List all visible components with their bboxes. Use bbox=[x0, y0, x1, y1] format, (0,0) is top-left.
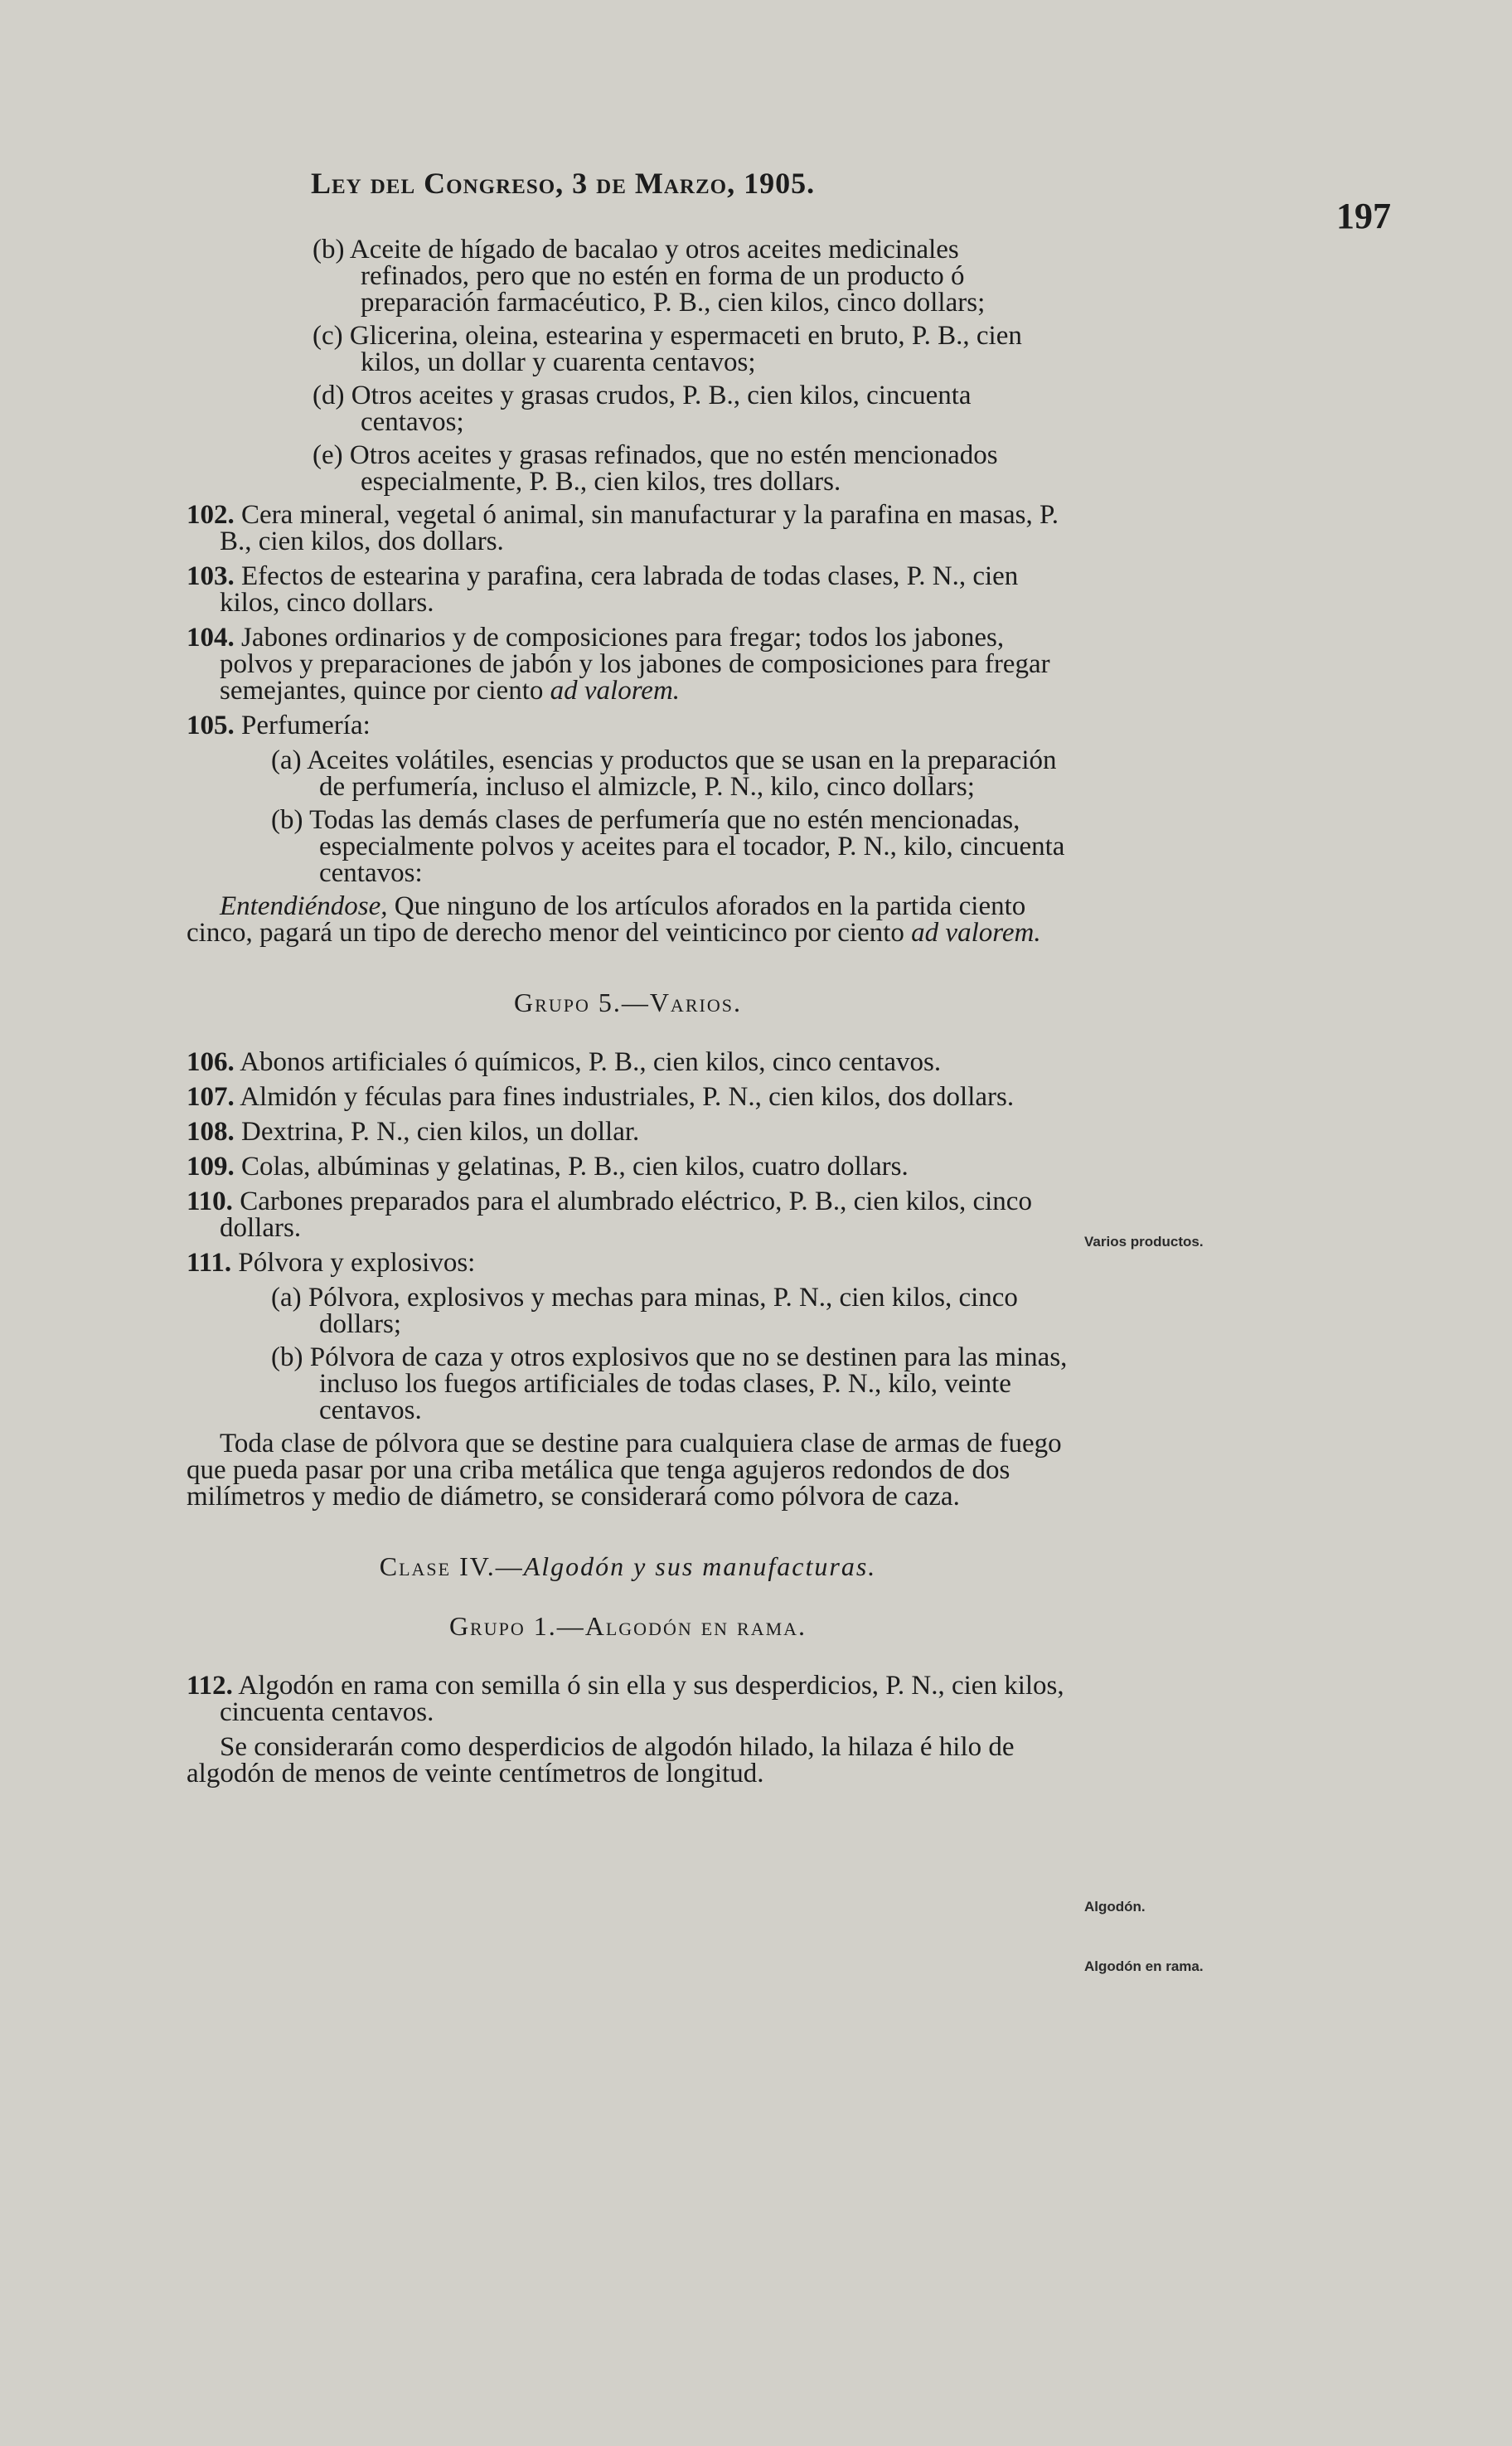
sub-item-a-polvora-minas: (a) Pólvora, explosivos y mechas para minas, P. N., cien kilos, cinco dollars; bbox=[271, 1283, 1018, 1339]
entry-111: 111. Pólvora y explosivos: bbox=[187, 1248, 476, 1278]
entry-109: 109. Colas, albúminas y gelatinas, P. B., cien kilos, cuatro dollars. bbox=[187, 1152, 909, 1182]
entry-103: 103. Efectos de estearina y parafina, cera labrada de todas clases, P. N., cien kilos, cinco dollars. bbox=[187, 561, 1019, 618]
sub-item-a-aceites-volatiles: (a) Aceites volátiles, esencias y productos que se usan en la preparación de perfumería, incluso el almizcle, P. N., kilo, cinco dollars; bbox=[271, 745, 1057, 802]
margin-note-varios: Varios productos. bbox=[1084, 1234, 1204, 1250]
sub-item-c-glicerina: (c) Glicerina, oleina, estearina y espermaceti en bruto, P. B., cien kilos, un dollar y cuarenta centavos; bbox=[313, 321, 1022, 377]
desperdicios-note: Se considerarán como desperdicios de algodón hilado, la hilaza é hilo de algodón de menos de veinte centímetros de longitud. bbox=[187, 1732, 1015, 1788]
page-number: 197 bbox=[1336, 196, 1391, 236]
entry-102: 102. Cera mineral, vegetal ó animal, sin manufacturar y la parafina en masas, P. B., cien kilos, dos dollars. bbox=[187, 500, 1059, 556]
entry-104: 104. Jabones ordinarios y de composiciones para fregar; todos los jabones, polvos y preparaciones de jabón y los jabones de composiciones para fregar semejantes, quince por ciento ad valorem. bbox=[187, 623, 1050, 706]
entry-106: 106. Abonos artificiales ó químicos, P. B., cien kilos, cinco centavos. bbox=[187, 1047, 942, 1077]
grupo-1-heading: Grupo 1.—Algodón en rama. bbox=[448, 1611, 807, 1641]
sub-item-d-aceites-crudos: (d) Otros aceites y grasas crudos, P. B., cien kilos, cincuenta centavos; bbox=[313, 381, 972, 437]
margin-note-algodon: Algodón. bbox=[1084, 1899, 1146, 1915]
entendiendose-paragraph: Entendiéndose, Que ninguno de los artículos aforados en la partida ciento cinco, pagará un tipo de derecho menor del veinticinco por ciento ad valorem. bbox=[187, 891, 1041, 948]
margin-note-algodon-en-rama: Algodón en rama. bbox=[1084, 1958, 1204, 1974]
grupo-5-heading: Grupo 5.—Varios. bbox=[514, 988, 742, 1017]
entry-110: 110. Carbones preparados para el alumbrado eléctrico, P. B., cien kilos, cinco dollars. bbox=[187, 1187, 1032, 1243]
polvora-note: Toda clase de pólvora que se destine para cualquiera clase de armas de fuego que pueda pasar por una criba metálica que tenga agujeros redondos de dos milímetros y medio de diámetro, se considerará como pólvora de caza. bbox=[187, 1429, 1062, 1512]
sub-item-e-aceites-refinados: (e) Otros aceites y grasas refinados, que no estén mencionados especialmente, P. B., cien kilos, tres dollars. bbox=[313, 440, 998, 497]
entry-112: 112. Algodón en rama con semilla ó sin ella y sus desperdicios, P. N., cien kilos, cincuenta centavos. bbox=[187, 1671, 1064, 1727]
entry-105: 105. Perfumería: bbox=[187, 711, 371, 740]
clase-4-heading: Clase IV.—Algodón y sus manufacturas. bbox=[379, 1551, 877, 1581]
entry-107: 107. Almidón y féculas para fines industriales, P. N., cien kilos, dos dollars. bbox=[187, 1082, 1015, 1112]
sub-item-b-aceite-bacalao: (b) Aceite de hígado de bacalao y otros aceites medicinales refinados, pero que no estén en forma de un producto ó preparación farmacéutico, P. B., cien kilos, cinco dollars; bbox=[313, 235, 986, 318]
entry-108: 108. Dextrina, P. N., cien kilos, un dollar. bbox=[187, 1117, 640, 1147]
sub-item-b-perfumeria: (b) Todas las demás clases de perfumería que no estén mencionadas, especialmente polvos y aceites para el tocador, P. N., kilo, cincuenta centavos: bbox=[271, 805, 1065, 888]
running-head: Ley del Congreso, 3 de Marzo, 1905. bbox=[311, 167, 816, 200]
page-body bbox=[187, 236, 1069, 1795]
sub-item-b-polvora-caza: (b) Pólvora de caza y otros explosivos que no se destinen para las minas, incluso los fuegos artificiales de todas clases, P. N., kilo, veinte centavos. bbox=[271, 1342, 1068, 1425]
